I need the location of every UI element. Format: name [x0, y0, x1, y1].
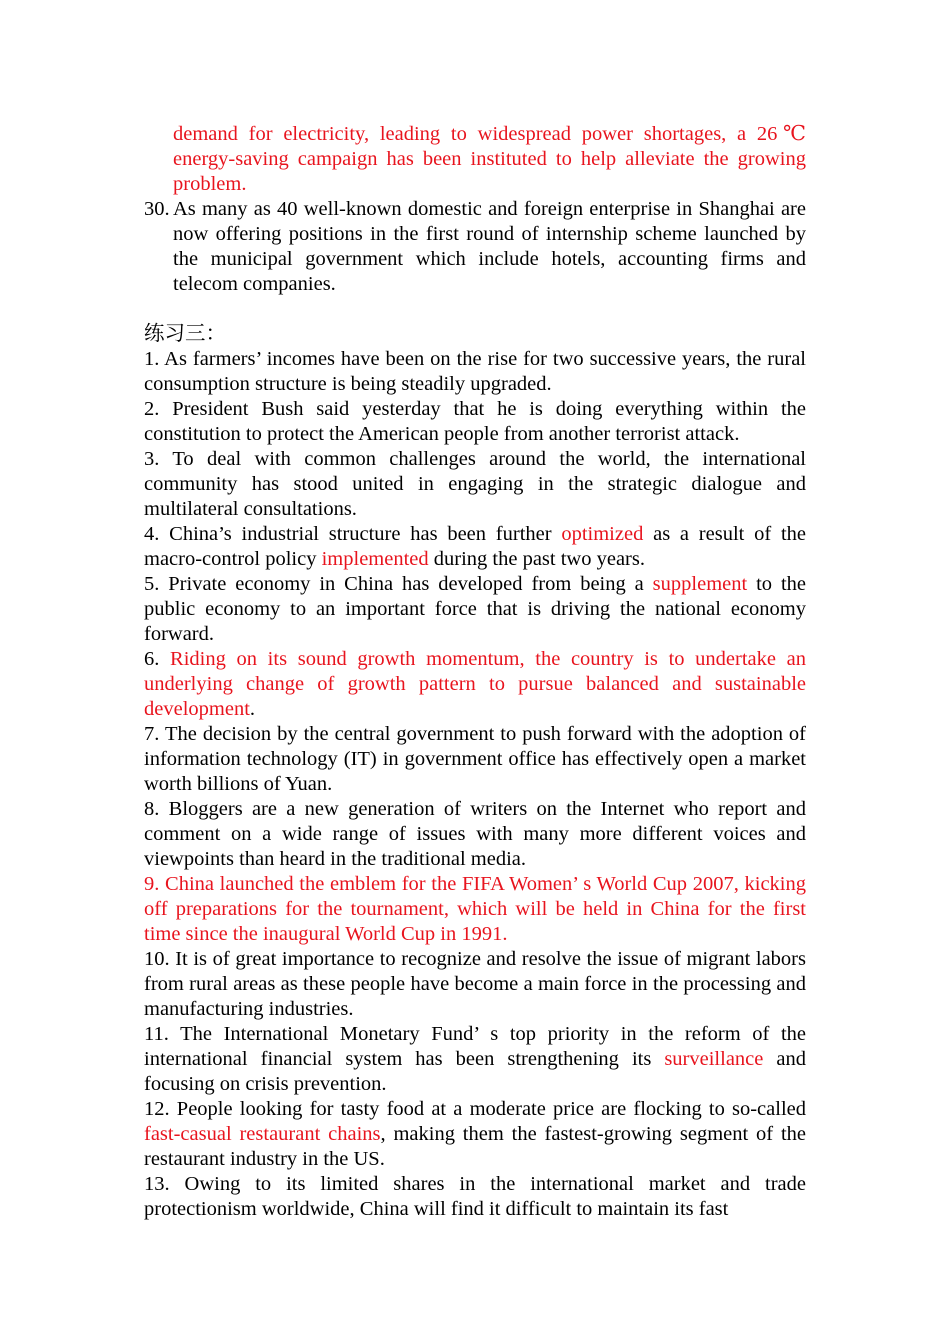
item-4: [144, 522, 806, 572]
item-12: [144, 1097, 806, 1172]
item-6-text-a: 6.: [144, 648, 171, 670]
item-8: 8. Bloggers are a new generation of writers on the Internet who report and comment on a wide range of issues with many more different voices and viewpoints than heard in the traditional media.: [144, 798, 806, 870]
item-4-text-e: during the past two years.: [428, 548, 645, 570]
item-30: [144, 197, 806, 297]
item-12-highlight: fast-casual restaurant chains: [144, 1123, 381, 1145]
item-2: 2. President Bush said yesterday that he is doing everything within the constitution to protect the American people from another terrorist attack.: [144, 398, 806, 445]
document-page: [144, 122, 806, 1222]
item-11-text-c: and focusing on crisis prevention.: [144, 1048, 806, 1095]
item-6-text-c: .: [249, 698, 256, 720]
item-9: 9. China launched the emblem for the FIFA Women’ s World Cup 2007, kicking off preparations for the tournament, which will be held in China for the first time since the inaugural World Cup in 1991.: [144, 873, 806, 945]
item-5-highlight-supplement: supplement: [652, 573, 748, 595]
item-12-text-c: , making them the fastest-growing segment of the restaurant industry in the US.: [144, 1123, 806, 1170]
item-29-continuation: demand for electricity, leading to widespread power shortages, a 26℃ energy-saving campaign has been instituted to help alleviate the growing problem.: [173, 123, 806, 195]
item-11-text-a: 11. The International Monetary Fund’ s top priority in the reform of the international financial system has been strengthening its: [144, 1023, 806, 1070]
item-4-highlight-implemented: implemented: [321, 548, 429, 570]
item-13: 13. Owing to its limited shares in the international market and trade protectionism worldwide, China will find it difficult to maintain its fast: [144, 1173, 806, 1220]
item-7: 7. The decision by the central government to push forward with the adoption of information technology (IT) in government office has effectively open a market worth billions of Yuan.: [144, 723, 806, 795]
item-5-text-c: to the public economy to an important force that is driving the national economy forward.: [144, 573, 806, 645]
item-6-highlight: Riding on its sound growth momentum, the country is to undertake an underlying change of growth pattern to pursue balanced and sustainable development: [144, 648, 807, 720]
item-4-text-a: 4. China’s industrial structure has been further: [144, 523, 562, 545]
item-6: [144, 647, 806, 722]
item-11-highlight-surveillance: surveillance: [664, 1048, 764, 1070]
item-4-highlight-optimized: optimized: [561, 523, 644, 545]
section-heading: 练习三：: [144, 323, 226, 345]
item-5: [144, 572, 806, 647]
item-30-text: As many as 40 well-known domestic and foreign enterprise in Shanghai are now offering positions in the first round of internship scheme launched by the municipal government which include hotels, accounting firms and telecom companies.: [173, 198, 806, 295]
item-30-number: 30.: [144, 198, 170, 220]
item-3: 3. To deal with common challenges around the world, the international community has stood united in engaging in the strategic dialogue and multilateral consultations.: [144, 448, 806, 520]
item-4-text-c: as a result of the macro-control policy: [144, 523, 806, 570]
item-5-text-a: 5. Private economy in China has developed from being a: [144, 573, 653, 595]
item-10: 10. It is of great importance to recognize and resolve the issue of migrant labors from rural areas as these people have become a main force in the processing and manufacturing industries.: [144, 948, 806, 1020]
blank-line: [144, 297, 806, 322]
item-11: [144, 1022, 806, 1097]
item-1: 1. As farmers’ incomes have been on the rise for two successive years, the rural consumption structure is being steadily upgraded.: [144, 348, 806, 395]
item-12-text-a: 12. People looking for tasty food at a moderate price are flocking to so-called: [144, 1098, 806, 1120]
